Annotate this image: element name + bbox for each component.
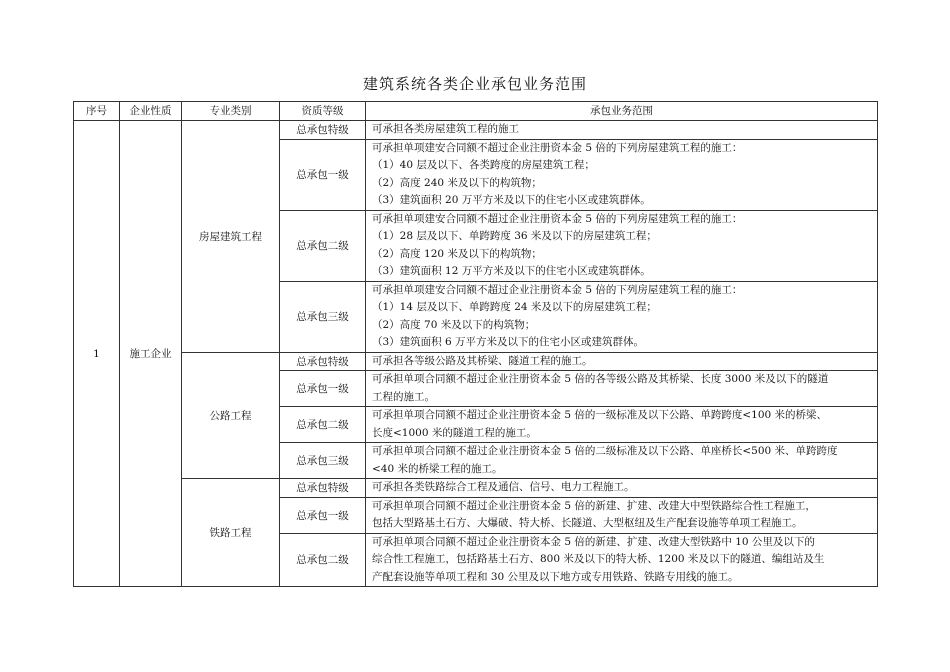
seq-cell: 1 bbox=[74, 121, 120, 587]
category-cell: 公路工程 bbox=[182, 352, 280, 479]
scope-cell bbox=[366, 352, 878, 371]
grade-cell: 总承包二级 bbox=[280, 407, 366, 443]
scope-line: 长度<1000 米的隧道工程的施工。 bbox=[372, 426, 537, 439]
scope-line: （3）建筑面积 12 万平方米及以下的住宅小区或建筑群体。 bbox=[372, 265, 651, 277]
scope-line: （3）建筑面积 20 万平方米及以下的住宅小区或建筑群体。 bbox=[372, 194, 651, 206]
scope-line: （3）建筑面积 6 万平方米及以下的住宅小区或建筑群体。 bbox=[372, 336, 645, 348]
grade-cell: 总承包一级 bbox=[280, 497, 366, 533]
scope-line: （1）28 层及以下、单跨跨度 36 米及以下的房屋建筑工程； bbox=[372, 230, 657, 242]
scope-cell bbox=[366, 497, 878, 533]
scope-line: 可承担单项合同额不超过企业注册资本金 5 倍的各等级公路及其桥梁、长度 3000 米及以下的隧道 bbox=[372, 373, 829, 385]
scope-line: 包括大型路基土石方、大爆破、特大桥、长隧道、大型枢纽及生产配套设施等单项工程施工。 bbox=[372, 517, 803, 529]
header-nature: 企业性质 bbox=[120, 102, 182, 121]
scope-line: 可承担单项建安合同额不超过企业注册资本金 5 倍的下列房屋建筑工程的施工： bbox=[372, 212, 743, 225]
scope-line: （1）14 层及以下、单跨跨度 24 米及以下的房屋建筑工程； bbox=[372, 301, 657, 313]
grade-cell: 总承包一级 bbox=[280, 139, 366, 210]
scope-line: 综合性工程施工，包括路基土石方、800 米及以下的特大桥、1200 米及以下的隧道、编组站及生 bbox=[372, 553, 825, 565]
nature-cell: 施工企业 bbox=[120, 121, 182, 587]
category-cell: 房屋建筑工程 bbox=[182, 121, 280, 353]
scope-line: （2）高度 70 米及以下的构筑物； bbox=[372, 318, 536, 331]
business-scope-table bbox=[73, 101, 878, 587]
scope-cell bbox=[366, 407, 878, 443]
header-category: 专业类别 bbox=[182, 102, 280, 121]
scope-cell bbox=[366, 210, 878, 281]
scope-cell bbox=[366, 533, 878, 587]
scope-line: 可承担单项合同额不超过企业注册资本金 5 倍的二级标准及以下公路、单座桥长<500 米、单跨跨度 bbox=[372, 445, 838, 457]
scope-line: （2）高度 240 米及以下的构筑物； bbox=[372, 176, 542, 189]
scope-line: 可承担单项合同额不超过企业注册资本金 5 倍的一级标准及以下公路、单跨跨度<100 米的桥梁、 bbox=[372, 409, 828, 421]
scope-line: 可承担单项合同额不超过企业注册资本金 5 倍的新建、扩建、改建大型铁路中 10 公里及以下的 bbox=[372, 535, 815, 548]
scope-cell bbox=[366, 281, 878, 352]
grade-cell: 总承包一级 bbox=[280, 371, 366, 407]
scope-cell bbox=[366, 121, 878, 140]
header-seq: 序号 bbox=[74, 102, 120, 121]
scope-cell bbox=[366, 479, 878, 498]
header-grade: 资质等级 bbox=[280, 102, 366, 121]
scope-line: 可承担单项合同额不超过企业注册资本金 5 倍的新建、扩建、改建大中型铁路综合性工程施工， bbox=[372, 499, 816, 512]
grade-cell: 总承包特级 bbox=[280, 121, 366, 140]
table-row bbox=[74, 479, 878, 498]
category-cell: 铁路工程 bbox=[182, 479, 280, 587]
table-row bbox=[74, 352, 878, 371]
scope-line: 可承担各类房屋建筑工程的施工 bbox=[372, 123, 519, 135]
scope-line: 工程的施工。 bbox=[372, 390, 435, 403]
scope-cell bbox=[366, 139, 878, 210]
grade-cell: 总承包二级 bbox=[280, 533, 366, 587]
scope-line: 可承担各等级公路及其桥梁、隧道工程的施工。 bbox=[372, 354, 593, 367]
header-scope: 承包业务范围 bbox=[366, 102, 878, 121]
scope-line: <40 米的桥梁工程的施工。 bbox=[372, 462, 503, 475]
grade-cell: 总承包二级 bbox=[280, 210, 366, 281]
scope-line: 可承担单项建安合同额不超过企业注册资本金 5 倍的下列房屋建筑工程的施工： bbox=[372, 283, 743, 296]
document-title: 建筑系统各类企业承包业务范围 bbox=[362, 75, 587, 93]
grade-cell: 总承包三级 bbox=[280, 281, 366, 352]
grade-cell: 总承包三级 bbox=[280, 443, 366, 479]
scope-cell bbox=[366, 371, 878, 407]
grade-cell: 总承包特级 bbox=[280, 352, 366, 371]
scope-line: 可承担各类铁路综合工程及通信、信号、电力工程施工。 bbox=[372, 481, 635, 493]
grade-cell: 总承包特级 bbox=[280, 479, 366, 498]
scope-line: （1）40 层及以下、各类跨度的房屋建筑工程； bbox=[372, 159, 595, 171]
scope-line: （2）高度 120 米及以下的构筑物； bbox=[372, 247, 542, 260]
table-row bbox=[74, 121, 878, 140]
scope-cell bbox=[366, 443, 878, 479]
scope-line: 产配套设施等单项工程和 30 公里及以下地方或专用铁路、铁路专用线的施工。 bbox=[372, 570, 739, 583]
table-header-row bbox=[74, 102, 878, 121]
scope-line: 可承担单项建安合同额不超过企业注册资本金 5 倍的下列房屋建筑工程的施工： bbox=[372, 141, 743, 154]
